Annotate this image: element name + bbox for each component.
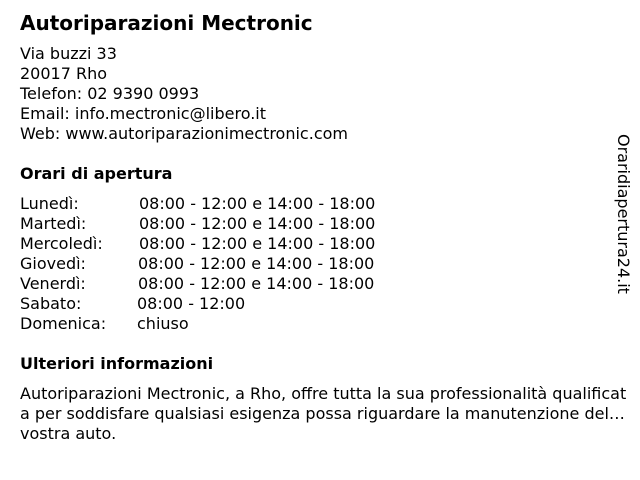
hours-time: 08:00 - 12:00 e 14:00 - 18:00: [138, 274, 375, 293]
more-info-heading: Ulteriori informazioni: [20, 354, 214, 373]
hours-day: Domenica:: [20, 314, 107, 333]
hours-time: chiuso: [137, 314, 189, 333]
hours-time: 08:00 - 12:00 e 14:00 - 18:00: [139, 214, 376, 233]
hours-time: 08:00 - 12:00 e 14:00 - 18:00: [138, 254, 375, 273]
contact-block: [20, 44, 348, 144]
business-description: Autoriparazioni Mectronic, a Rho, offre tutta la sua professionalità qualificata per soddisfare qualsiasi esigenza possa riguardare la manutenzione della vostra auto.: [20, 384, 627, 443]
hours-day: Giovedì:: [20, 254, 86, 273]
opening-hours-heading: Orari di apertura: [20, 164, 173, 183]
hours-time: 08:00 - 12:00 e 14:00 - 18:00: [139, 234, 376, 253]
email-line: Email: info.mectronic@libero.it: [20, 104, 267, 123]
hours-day: Venerdì:: [20, 274, 86, 293]
hours-day: Mercoledì:: [20, 234, 103, 253]
business-name: Autoriparazioni Mectronic: [20, 11, 313, 35]
phone-line: Telefon: 02 9390 0993: [20, 84, 200, 103]
web-line: Web: www.autoriparazionimectronic.com: [20, 124, 348, 143]
hours-time: 08:00 - 12:00 e 14:00 - 18:00: [139, 194, 376, 213]
hours-day: Sabato:: [20, 294, 82, 313]
hours-time: 08:00 - 12:00: [137, 294, 246, 313]
postal-city-line: 20017 Rho: [20, 64, 108, 83]
hours-day: Martedì:: [20, 214, 87, 233]
site-watermark: Oraridiapertura24.it: [614, 134, 633, 294]
address-line: Via buzzi 33: [20, 44, 117, 63]
hours-day: Lunedì:: [20, 194, 79, 213]
